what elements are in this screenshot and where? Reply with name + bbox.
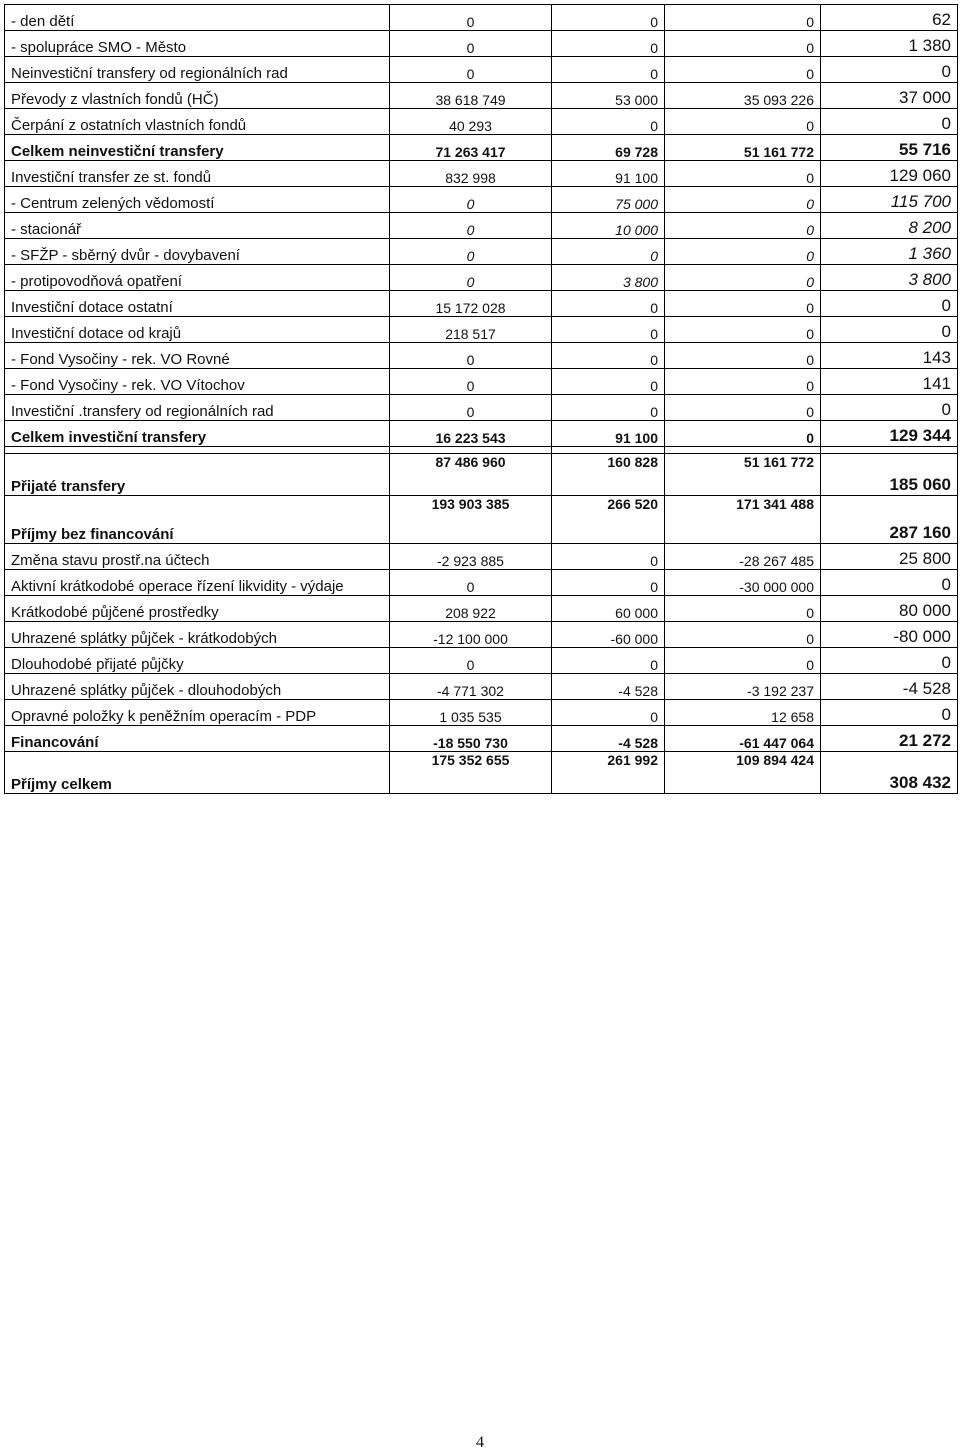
value-cell-4: -4 528 bbox=[821, 674, 958, 700]
value-cell-3: 0 bbox=[665, 5, 821, 31]
table-row bbox=[5, 291, 958, 317]
value-cell-4: 0 bbox=[821, 700, 958, 726]
spacer-row bbox=[5, 447, 958, 454]
value-cell-2: 266 520 bbox=[552, 496, 665, 544]
row-label: Uhrazené splátky půjček - krátkodobých bbox=[5, 622, 390, 648]
value-cell-3: 109 894 424 bbox=[665, 752, 821, 794]
value-cell-4: 115 700 bbox=[821, 187, 958, 213]
value-cell-3: 0 bbox=[665, 31, 821, 57]
value-cell-3: 0 bbox=[665, 317, 821, 343]
value-cell-3: 0 bbox=[665, 596, 821, 622]
value-cell-4: 37 000 bbox=[821, 83, 958, 109]
value-cell-2: 160 828 bbox=[552, 454, 665, 496]
row-label: Financování bbox=[5, 726, 390, 752]
value-cell-4: 25 800 bbox=[821, 544, 958, 570]
value-cell-1: 0 bbox=[390, 57, 552, 83]
table-row bbox=[5, 700, 958, 726]
value-cell-2: 0 bbox=[552, 544, 665, 570]
value-cell-3: 0 bbox=[665, 343, 821, 369]
value-cell-1: 40 293 bbox=[390, 109, 552, 135]
value-cell-2: 53 000 bbox=[552, 83, 665, 109]
value-cell-3: -28 267 485 bbox=[665, 544, 821, 570]
value-cell-4: 0 bbox=[821, 648, 958, 674]
value-cell-4: 1 380 bbox=[821, 31, 958, 57]
value-cell-3: 0 bbox=[665, 395, 821, 421]
row-label: - SFŽP - sběrný dvůr - dovybavení bbox=[5, 239, 390, 265]
row-label: Příjmy celkem bbox=[5, 752, 390, 794]
value-cell-3: -30 000 000 bbox=[665, 570, 821, 596]
value-cell-4: 141 bbox=[821, 369, 958, 395]
value-cell-1: -2 923 885 bbox=[390, 544, 552, 570]
table-row bbox=[5, 109, 958, 135]
value-cell-2: 0 bbox=[552, 239, 665, 265]
value-cell-2: 261 992 bbox=[552, 752, 665, 794]
value-cell-2: 0 bbox=[552, 570, 665, 596]
value-cell-3: 0 bbox=[665, 161, 821, 187]
table-row bbox=[5, 265, 958, 291]
value-cell-3: 35 093 226 bbox=[665, 83, 821, 109]
row-label: - Centrum zelených vědomostí bbox=[5, 187, 390, 213]
value-cell-2: 3 800 bbox=[552, 265, 665, 291]
budget-table-body bbox=[5, 5, 958, 794]
value-cell-2: 91 100 bbox=[552, 161, 665, 187]
row-label: - stacionář bbox=[5, 213, 390, 239]
value-cell-1: 0 bbox=[390, 369, 552, 395]
value-cell-2: 60 000 bbox=[552, 596, 665, 622]
row-label: Převody z vlastních fondů (HČ) bbox=[5, 83, 390, 109]
table-row bbox=[5, 454, 958, 496]
row-label: Opravné položky k peněžním operacím - PDP bbox=[5, 700, 390, 726]
value-cell-4: 0 bbox=[821, 57, 958, 83]
value-cell-4: 3 800 bbox=[821, 265, 958, 291]
row-label: - Fond Vysočiny - rek. VO Vítochov bbox=[5, 369, 390, 395]
value-cell-4: 1 360 bbox=[821, 239, 958, 265]
table-row bbox=[5, 239, 958, 265]
value-cell-2: 0 bbox=[552, 57, 665, 83]
value-cell-1: 71 263 417 bbox=[390, 135, 552, 161]
row-label: Investiční .transfery od regionálních rad bbox=[5, 395, 390, 421]
row-label: Aktivní krátkodobé operace řízení likvidity - výdaje bbox=[5, 570, 390, 596]
value-cell-4: 129 060 bbox=[821, 161, 958, 187]
table-row bbox=[5, 421, 958, 447]
budget-table bbox=[4, 4, 958, 794]
value-cell-4: 55 716 bbox=[821, 135, 958, 161]
table-row bbox=[5, 5, 958, 31]
value-cell-3: 0 bbox=[665, 648, 821, 674]
value-cell-1: 15 172 028 bbox=[390, 291, 552, 317]
row-label bbox=[5, 447, 390, 454]
row-label: Změna stavu prostř.na účtech bbox=[5, 544, 390, 570]
table-row bbox=[5, 648, 958, 674]
value-cell-1: 87 486 960 bbox=[390, 454, 552, 496]
value-cell-1: 0 bbox=[390, 395, 552, 421]
value-cell-1: 1 035 535 bbox=[390, 700, 552, 726]
value-cell-2: 69 728 bbox=[552, 135, 665, 161]
value-cell-1: 175 352 655 bbox=[390, 752, 552, 794]
value-cell-2: 0 bbox=[552, 369, 665, 395]
value-cell-3: 0 bbox=[665, 369, 821, 395]
row-label: Celkem neinvestiční transfery bbox=[5, 135, 390, 161]
value-cell-2 bbox=[552, 447, 665, 454]
table-row bbox=[5, 570, 958, 596]
row-label: Neinvestiční transfery od regionálních rad bbox=[5, 57, 390, 83]
value-cell-4: 129 344 bbox=[821, 421, 958, 447]
value-cell-1: 832 998 bbox=[390, 161, 552, 187]
value-cell-2: 0 bbox=[552, 343, 665, 369]
row-label: Investiční dotace ostatní bbox=[5, 291, 390, 317]
value-cell-1: -12 100 000 bbox=[390, 622, 552, 648]
row-label: Investiční dotace od krajů bbox=[5, 317, 390, 343]
table-row bbox=[5, 369, 958, 395]
row-label: Krátkodobé půjčené prostředky bbox=[5, 596, 390, 622]
value-cell-4: 308 432 bbox=[821, 752, 958, 794]
value-cell-1: 0 bbox=[390, 187, 552, 213]
value-cell-3: 0 bbox=[665, 265, 821, 291]
value-cell-1: 0 bbox=[390, 648, 552, 674]
value-cell-1: 0 bbox=[390, 265, 552, 291]
value-cell-4: 80 000 bbox=[821, 596, 958, 622]
value-cell-3: 171 341 488 bbox=[665, 496, 821, 544]
value-cell-2: 0 bbox=[552, 109, 665, 135]
table-row bbox=[5, 31, 958, 57]
value-cell-4: 21 272 bbox=[821, 726, 958, 752]
value-cell-2: 0 bbox=[552, 5, 665, 31]
value-cell-1: 193 903 385 bbox=[390, 496, 552, 544]
value-cell-2: 75 000 bbox=[552, 187, 665, 213]
row-label: Celkem investiční transfery bbox=[5, 421, 390, 447]
value-cell-3: 12 658 bbox=[665, 700, 821, 726]
value-cell-3: -61 447 064 bbox=[665, 726, 821, 752]
value-cell-2: 10 000 bbox=[552, 213, 665, 239]
table-row bbox=[5, 161, 958, 187]
value-cell-1: -4 771 302 bbox=[390, 674, 552, 700]
table-row bbox=[5, 57, 958, 83]
value-cell-2: 0 bbox=[552, 31, 665, 57]
value-cell-2: 0 bbox=[552, 648, 665, 674]
table-row bbox=[5, 343, 958, 369]
value-cell-1 bbox=[390, 447, 552, 454]
value-cell-3: 0 bbox=[665, 213, 821, 239]
value-cell-2: 91 100 bbox=[552, 421, 665, 447]
table-row bbox=[5, 596, 958, 622]
row-label: Čerpání z ostatních vlastních fondů bbox=[5, 109, 390, 135]
value-cell-4: -80 000 bbox=[821, 622, 958, 648]
value-cell-2: 0 bbox=[552, 395, 665, 421]
value-cell-3 bbox=[665, 447, 821, 454]
table-row bbox=[5, 674, 958, 700]
row-label: - spolupráce SMO - Město bbox=[5, 31, 390, 57]
value-cell-1: 16 223 543 bbox=[390, 421, 552, 447]
value-cell-4: 143 bbox=[821, 343, 958, 369]
table-row bbox=[5, 622, 958, 648]
table-row bbox=[5, 187, 958, 213]
value-cell-2: 0 bbox=[552, 291, 665, 317]
table-row bbox=[5, 752, 958, 794]
value-cell-1: 0 bbox=[390, 213, 552, 239]
value-cell-3: 0 bbox=[665, 109, 821, 135]
value-cell-4: 0 bbox=[821, 570, 958, 596]
row-label: Uhrazené splátky půjček - dlouhodobých bbox=[5, 674, 390, 700]
value-cell-3: -3 192 237 bbox=[665, 674, 821, 700]
value-cell-2: 0 bbox=[552, 317, 665, 343]
table-row bbox=[5, 395, 958, 421]
row-label: Investiční transfer ze st. fondů bbox=[5, 161, 390, 187]
value-cell-4: 0 bbox=[821, 291, 958, 317]
value-cell-1: 208 922 bbox=[390, 596, 552, 622]
table-row bbox=[5, 135, 958, 161]
value-cell-2: -4 528 bbox=[552, 726, 665, 752]
value-cell-4: 0 bbox=[821, 317, 958, 343]
value-cell-4: 287 160 bbox=[821, 496, 958, 544]
value-cell-3: 0 bbox=[665, 239, 821, 265]
value-cell-3: 0 bbox=[665, 622, 821, 648]
value-cell-1: 0 bbox=[390, 343, 552, 369]
row-label: - protipovodňová opatření bbox=[5, 265, 390, 291]
value-cell-1: 0 bbox=[390, 570, 552, 596]
row-label: Dlouhodobé přijaté půjčky bbox=[5, 648, 390, 674]
row-label: Příjmy bez financování bbox=[5, 496, 390, 544]
value-cell-3: 0 bbox=[665, 187, 821, 213]
value-cell-1: 218 517 bbox=[390, 317, 552, 343]
table-row bbox=[5, 496, 958, 544]
value-cell-3: 51 161 772 bbox=[665, 135, 821, 161]
row-label: - den dětí bbox=[5, 5, 390, 31]
value-cell-4: 0 bbox=[821, 109, 958, 135]
value-cell-1: 38 618 749 bbox=[390, 83, 552, 109]
value-cell-3: 51 161 772 bbox=[665, 454, 821, 496]
table-row bbox=[5, 544, 958, 570]
value-cell-2: 0 bbox=[552, 700, 665, 726]
row-label: - Fond Vysočiny - rek. VO Rovné bbox=[5, 343, 390, 369]
table-row bbox=[5, 213, 958, 239]
table-row bbox=[5, 83, 958, 109]
table-row bbox=[5, 317, 958, 343]
page-number: 4 bbox=[476, 1434, 484, 1451]
value-cell-2: -4 528 bbox=[552, 674, 665, 700]
value-cell-3: 0 bbox=[665, 291, 821, 317]
value-cell-4: 185 060 bbox=[821, 454, 958, 496]
value-cell-3: 0 bbox=[665, 57, 821, 83]
value-cell-2: -60 000 bbox=[552, 622, 665, 648]
value-cell-4: 8 200 bbox=[821, 213, 958, 239]
value-cell-1: 0 bbox=[390, 31, 552, 57]
value-cell-1: -18 550 730 bbox=[390, 726, 552, 752]
value-cell-4: 62 bbox=[821, 5, 958, 31]
value-cell-1: 0 bbox=[390, 239, 552, 265]
row-label: Přijaté transfery bbox=[5, 454, 390, 496]
value-cell-4 bbox=[821, 447, 958, 454]
value-cell-4: 0 bbox=[821, 395, 958, 421]
value-cell-3: 0 bbox=[665, 421, 821, 447]
table-row bbox=[5, 726, 958, 752]
value-cell-1: 0 bbox=[390, 5, 552, 31]
